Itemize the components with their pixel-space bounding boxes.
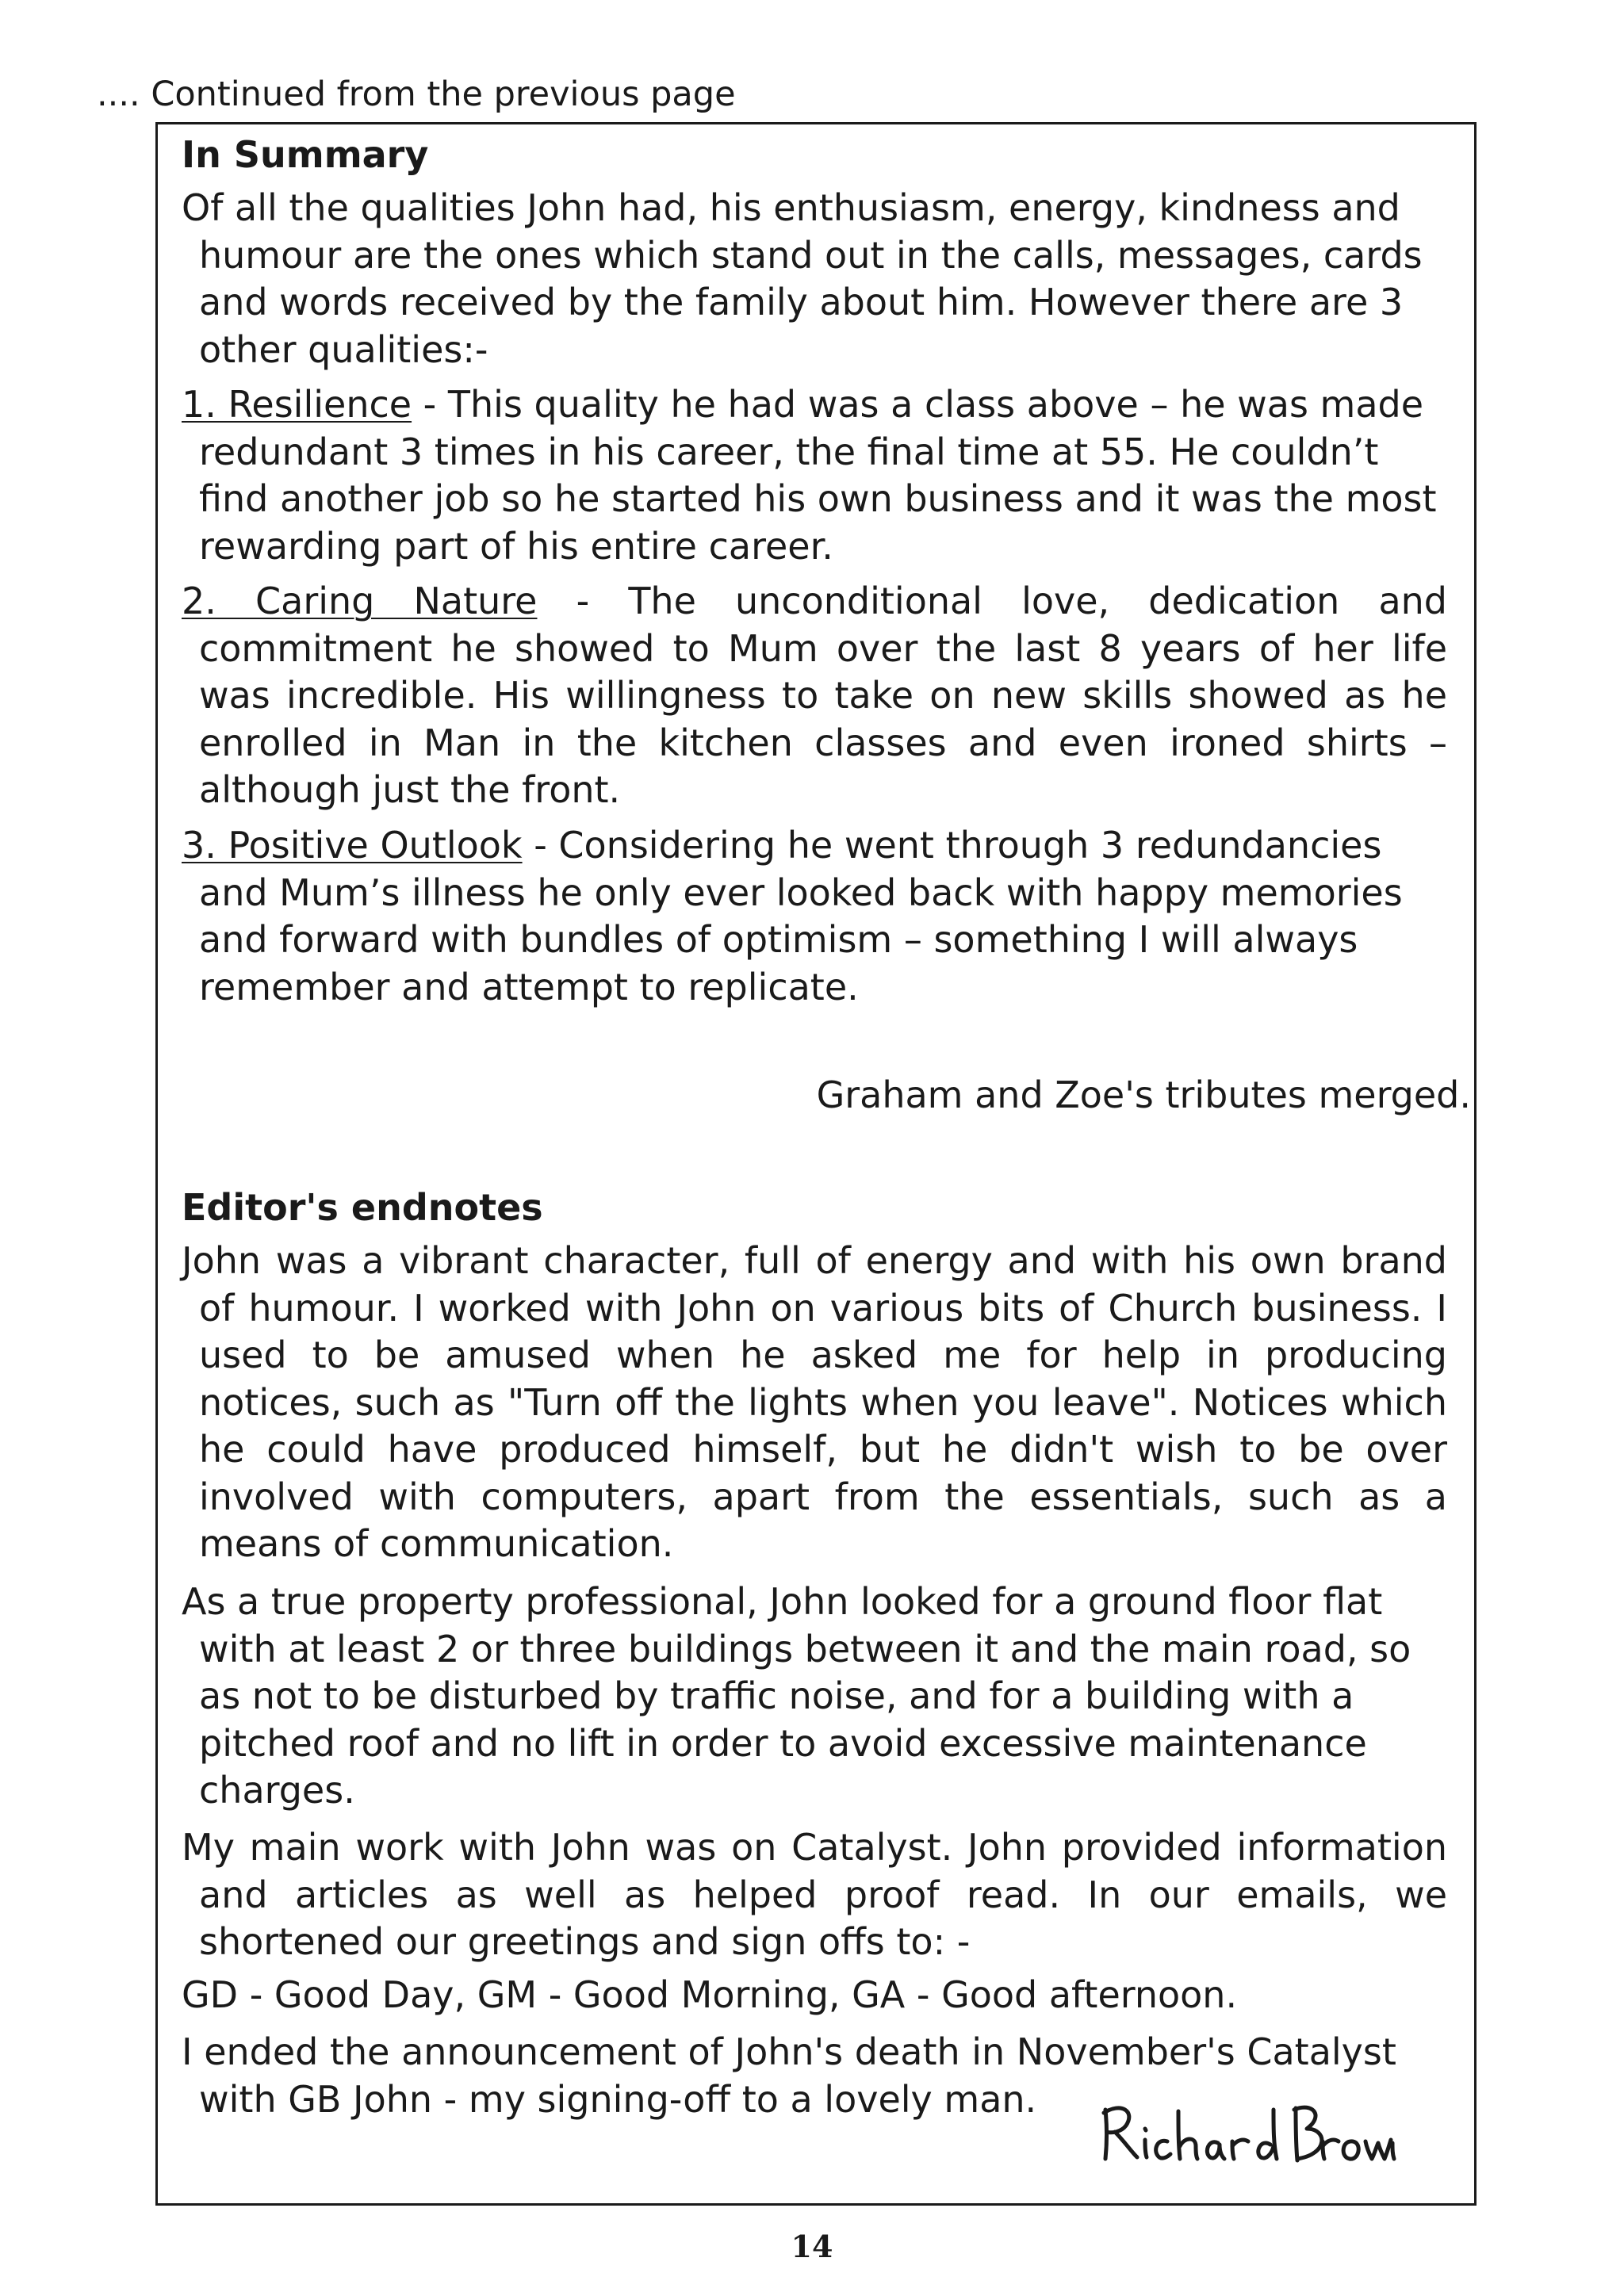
signature-richard-brown <box>1097 2094 1399 2173</box>
tribute-credit: Graham and Zoe's tributes merged. <box>816 1073 1471 1116</box>
quality-text: - Considering he went through 3 redundancies and Mum’s illness he only ever looked back with happy memories and forward with bundles of optimism – something I will always remember and attempt to replicate. <box>199 824 1403 1008</box>
summary-intro: Of all the qualities John had, his enthusiasm, energy, kindness and humour are the ones which stand out in the calls, messages, cards and words received by the family about him. However there are 3 other qualities:- <box>182 186 1423 371</box>
continued-note: .... Continued from the previous page <box>97 75 736 114</box>
endnotes-paragraph: As a true property professional, John looked for a ground floor flat with at least 2 or three buildings between it and the main road, so as not to be disturbed by traffic noise, and for a building with a pitched roof and no lift in order to avoid excessive maintenance charges. <box>182 1580 1411 1812</box>
quality-heading: 1. Resilience <box>182 383 412 426</box>
page-number: 14 <box>791 2229 833 2264</box>
content-box <box>155 122 1477 2206</box>
quality-caring-nature <box>182 578 1447 814</box>
endnotes-paragraph: I ended the announcement of John's death in November's Catalyst with GB John - my signing-off to a lovely man. <box>182 2030 1396 2121</box>
quality-text: - This quality he had was a class above – he was made redundant 3 times in his career, the final time at 55. He couldn’t find another job so he started his own business and it was the most rewarding part of his entire career. <box>199 383 1437 568</box>
quality-positive-outlook <box>182 822 1447 1011</box>
endnotes-paragraph: My main work with John was on Catalyst. John provided information and articles as well as helped proof read. In our emails, we shortened our greetings and sign offs to: - <box>182 1826 1447 1963</box>
quality-heading: 3. Positive Outlook <box>182 824 523 867</box>
summary-title: In Summary <box>182 133 429 176</box>
quality-heading: 2. Caring Nature <box>182 580 538 622</box>
endnotes-title: Editor's endnotes <box>182 1186 543 1229</box>
endnotes-paragraph: John was a vibrant character, full of energy and with his own brand of humour. I worked with John on various bits of Church business. I used to be amused when he asked me for help in producing notices, such as "Turn off the lights when you leave". Notices which he could have produced himself, but he didn't wish to be over involved with computers, apart from the essentials, such as a means of communication. <box>182 1239 1447 1565</box>
endnotes-paragraph: GD - Good Day, GM - Good Morning, GA - Good afternoon. <box>182 1973 1238 2016</box>
quality-resilience <box>182 381 1447 570</box>
quality-text: - The unconditional love, dedication and commitment he showed to Mum over the last 8 years of her life was incredible. His willingness to take on new skills showed as he enrolled in Man in the kitchen classes and even ironed shirts – although just the front. <box>199 580 1448 811</box>
